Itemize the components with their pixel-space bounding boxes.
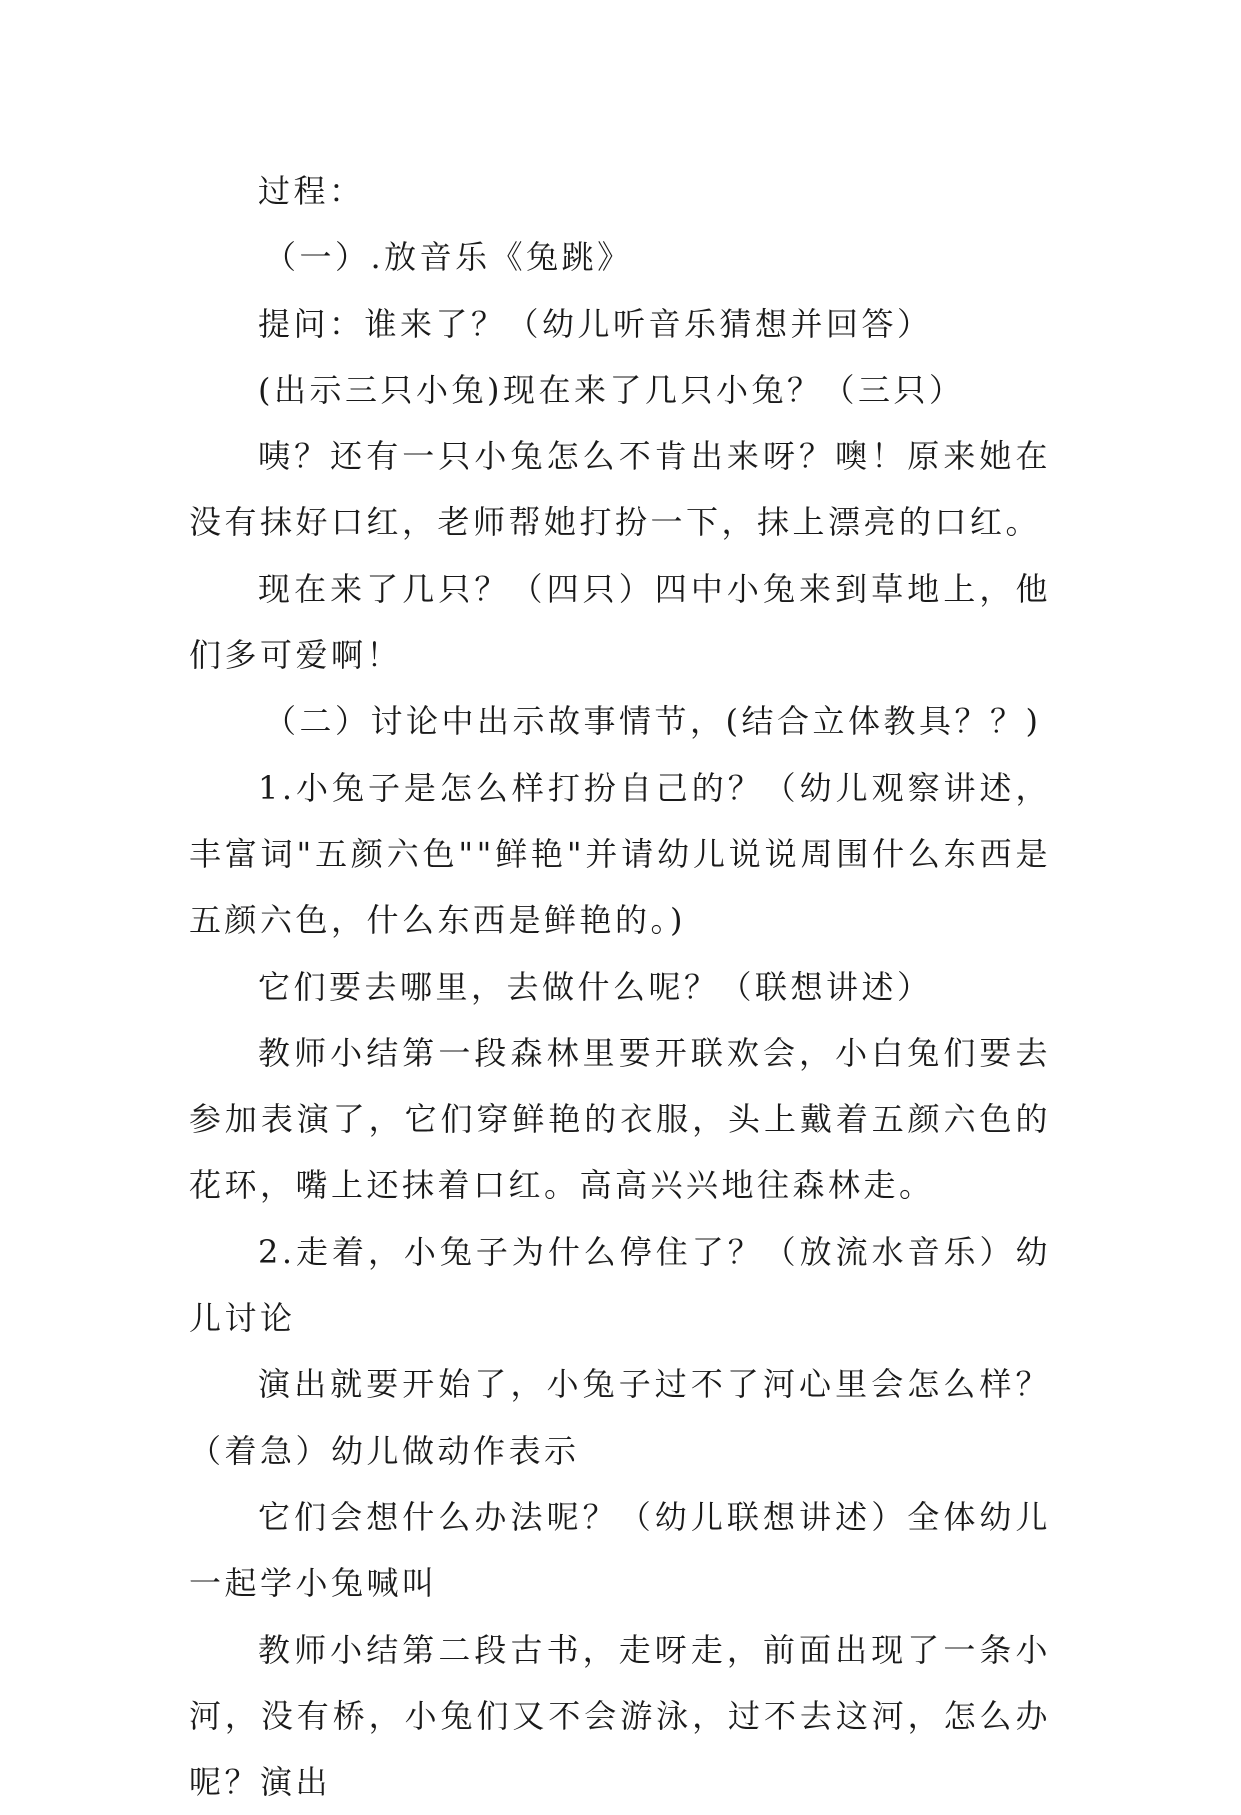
paragraph-dress-up: 1.小兔子是怎么样打扮自己的？（幼儿观察讲述，丰富词"五颜六色""鲜艳"并请幼儿说说周围什么东西是五颜六色，什么东西是鲜艳的。) xyxy=(189,768,1051,940)
paragraph-lipstick: 咦？还有一只小兔怎么不肯出来呀？噢！原来她在没有抹好口红，老师帮她打扮一下，抹上漂亮的口红。 xyxy=(189,437,1051,542)
paragraph-section-one-heading: （一）.放音乐《兔跳》 xyxy=(264,238,633,277)
paragraph-summary-two: 教师小结第二段古书，走呀走，前面出现了一条小河，没有桥，小兔们又不会游泳，过不去这河，怎么办呢？演出 xyxy=(189,1630,1051,1802)
paragraph-process-heading: 过程： xyxy=(258,172,365,210)
paragraph-what-method: 它们会想什么办法呢？（幼儿联想讲述）全体幼儿一起学小兔喊叫 xyxy=(189,1497,1051,1603)
paragraph-cannot-cross: 演出就要开始了，小兔子过不了河心里会怎么样？（着急）幼儿做动作表示 xyxy=(189,1365,1051,1470)
paragraph-three-rabbits: (出示三只小兔)现在来了几只小兔？（三只） xyxy=(258,370,965,409)
paragraph-why-stop: 2.走着，小兔子为什么停住了？（放流水音乐）幼儿讨论 xyxy=(189,1232,1051,1338)
document-body xyxy=(189,158,1051,1815)
paragraph-question-who: 提问：谁来了？（幼儿听音乐猜想并回答） xyxy=(258,304,933,343)
paragraph-four-rabbits: 现在来了几只？（四只）四中小兔来到草地上，他们多可爱啊！ xyxy=(189,569,1051,675)
paragraph-where-going: 它们要去哪里，去做什么呢？（联想讲述） xyxy=(258,967,933,1006)
paragraph-summary-one: 教师小结第一段森林里要开联欢会，小白兔们要去参加表演了，它们穿鲜艳的衣服，头上戴着五颜六色的花环，嘴上还抹着口红。高高兴兴地往森林走。 xyxy=(189,1033,1051,1205)
paragraph-section-two-heading: （二）讨论中出示故事情节，(结合立体教具？？) xyxy=(264,702,1042,741)
